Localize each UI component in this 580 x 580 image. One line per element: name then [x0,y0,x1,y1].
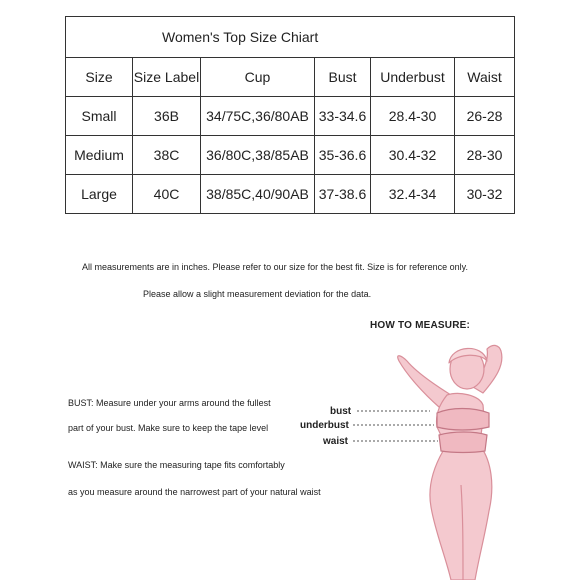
deviation-note: Please allow a slight measurement deviation for the data. [143,289,372,299]
table-row [66,175,515,214]
table-cell: 36B [133,97,201,136]
table-row [66,136,515,175]
table-cell: Small [66,97,133,136]
bust-label: bust [330,406,352,417]
table-cell: 40C [133,175,201,214]
table-cell: 28.4-30 [371,97,455,136]
table-cell: 34/75C,36/80AB [201,97,315,136]
table-cell: 38C [133,136,201,175]
table-cell: 28-30 [455,136,515,175]
table-cell: Large [66,175,133,214]
table-cell: 26-28 [455,97,515,136]
waist-instruction-line-2: as you measure around the narrowest part of your natural waist [68,487,321,497]
table-cell: 30.4-32 [371,136,455,175]
header-size-label: Size Label [133,58,201,97]
table-cell: Medium [66,136,133,175]
header-waist: Waist [455,58,515,97]
header-underbust: Underbust [371,58,455,97]
table-cell: 33-34.6 [315,97,371,136]
table-cell: 37-38.6 [315,175,371,214]
header-cup: Cup [201,58,315,97]
measurement-note: All measurements are in inches. Please refer to our size for the best fit. Size is for reference only. [82,262,469,272]
table-header-row [66,58,515,97]
bust-band [437,409,489,431]
bust-instruction-line-1: BUST: Measure under your arms around the fullest [68,398,271,408]
table-cell: 36/80C,38/85AB [201,136,315,175]
bust-instruction-line-2: part of your bust. Make sure to keep the tape level [68,423,269,433]
left-arm-shape [398,356,451,407]
header-bust: Bust [315,58,371,97]
waist-band [439,432,487,453]
size-table [65,16,515,214]
how-to-measure-title: HOW TO MEASURE: [370,320,471,331]
table-cell: 38/85C,40/90AB [201,175,315,214]
waist-instruction-line-1: WAIST: Make sure the measuring tape fits comfortably [68,460,285,470]
table-cell: 35-36.6 [315,136,371,175]
underbust-label: underbust [300,420,349,431]
table-row [66,97,515,136]
waist-label: waist [323,436,349,447]
table-title: Women's Top Size Chiart [66,17,515,58]
table-cell: 30-32 [455,175,515,214]
header-size: Size [66,58,133,97]
table-cell: 32.4-34 [371,175,455,214]
body-figure [355,335,555,580]
table-title-row [66,17,515,58]
